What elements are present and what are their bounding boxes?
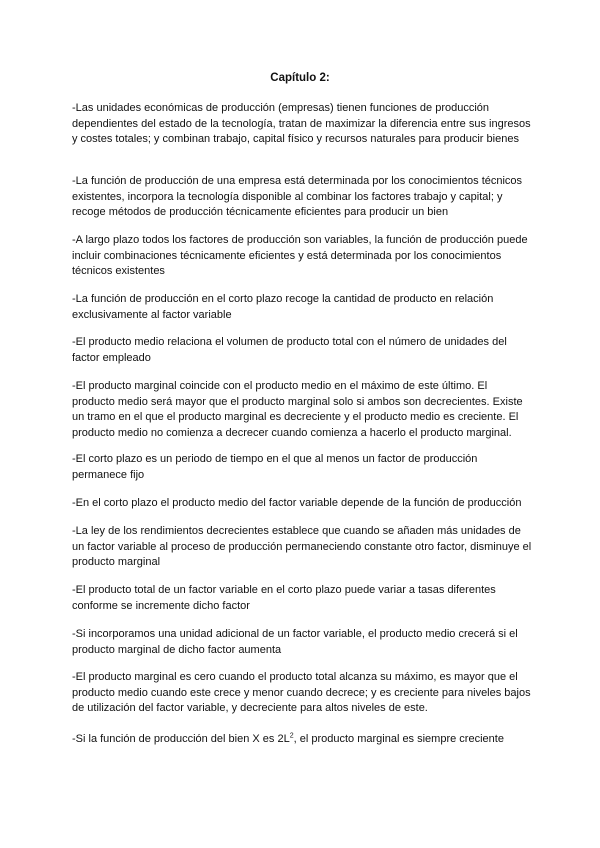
paragraph-13-text-before: -Si la función de producción del bien X es 2L xyxy=(72,733,290,745)
paragraph-12: -El producto marginal es cero cuando el producto total alcanza su máximo, es mayor que el producto medio cuando este crece y menor cuando decrece; y es creciente para niveles bajos de utilización del factor variable, y decreciente para altos niveles de este. xyxy=(72,671,531,714)
chapter-title: Capítulo 2: xyxy=(270,72,330,84)
exponent-superscript: 2 xyxy=(289,732,294,740)
paragraph-4: -La función de producción en el corto plazo recoge la cantidad de producto en relación exclusivamente al factor variable xyxy=(72,293,494,321)
paragraph-1: -Las unidades económicas de producción (empresas) tienen funciones de producción dependientes del estado de la tecnología, tratan de maximizar la diferencia entre sus ingresos y costes totales; y combinan trabajo, capital físico y recursos naturales para producir bienes xyxy=(72,102,531,145)
paragraph-5: -El producto medio relaciona el volumen de producto total con el número de unidades del factor empleado xyxy=(72,336,507,364)
paragraph-11: -Si incorporamos una unidad adicional de un factor variable, el producto medio crecerá si el producto marginal de dicho factor aumenta xyxy=(72,628,518,656)
paragraph-6: -El producto marginal coincide con el producto medio en el máximo de este último. El producto medio será mayor que el producto marginal solo si ambos son decrecientes. Existe un tramo en el que el producto marginal es decreciente y el producto medio es creciente. El producto medio no comienza a decrecer cuando comienza a hacerlo el producto marginal. xyxy=(72,380,523,439)
paragraph-7: -El corto plazo es un periodo de tiempo en el que al menos un factor de producción permanece fijo xyxy=(72,453,478,481)
paragraph-13-text-after: , el producto marginal es siempre creciente xyxy=(293,733,504,745)
paragraph-8: -En el corto plazo el producto medio del factor variable depende de la función de producción xyxy=(72,497,522,509)
paragraph-10: -El producto total de un factor variable en el corto plazo puede variar a tasas diferentes conforme se incremente dicho factor xyxy=(72,584,496,612)
paragraph-2: -La función de producción de una empresa está determinada por los conocimientos técnicos existentes, incorpora la tecnología disponible al combinar los factores trabajo y capital; y recoge métodos de producción técnicamente eficientes para producir un bien xyxy=(72,175,523,218)
paragraph-3: -A largo plazo todos los factores de producción son variables, la función de producción puede incluir combinaciones técnicamente eficientes y está determinada por los conocimientos técnicos existentes xyxy=(72,234,528,277)
paragraph-13 xyxy=(72,732,532,748)
paragraph-9: -La ley de los rendimientos decrecientes establece que cuando se añaden más unidades de un factor variable al proceso de producción permaneciendo constante otro factor, disminuye el producto marginal xyxy=(72,525,532,568)
